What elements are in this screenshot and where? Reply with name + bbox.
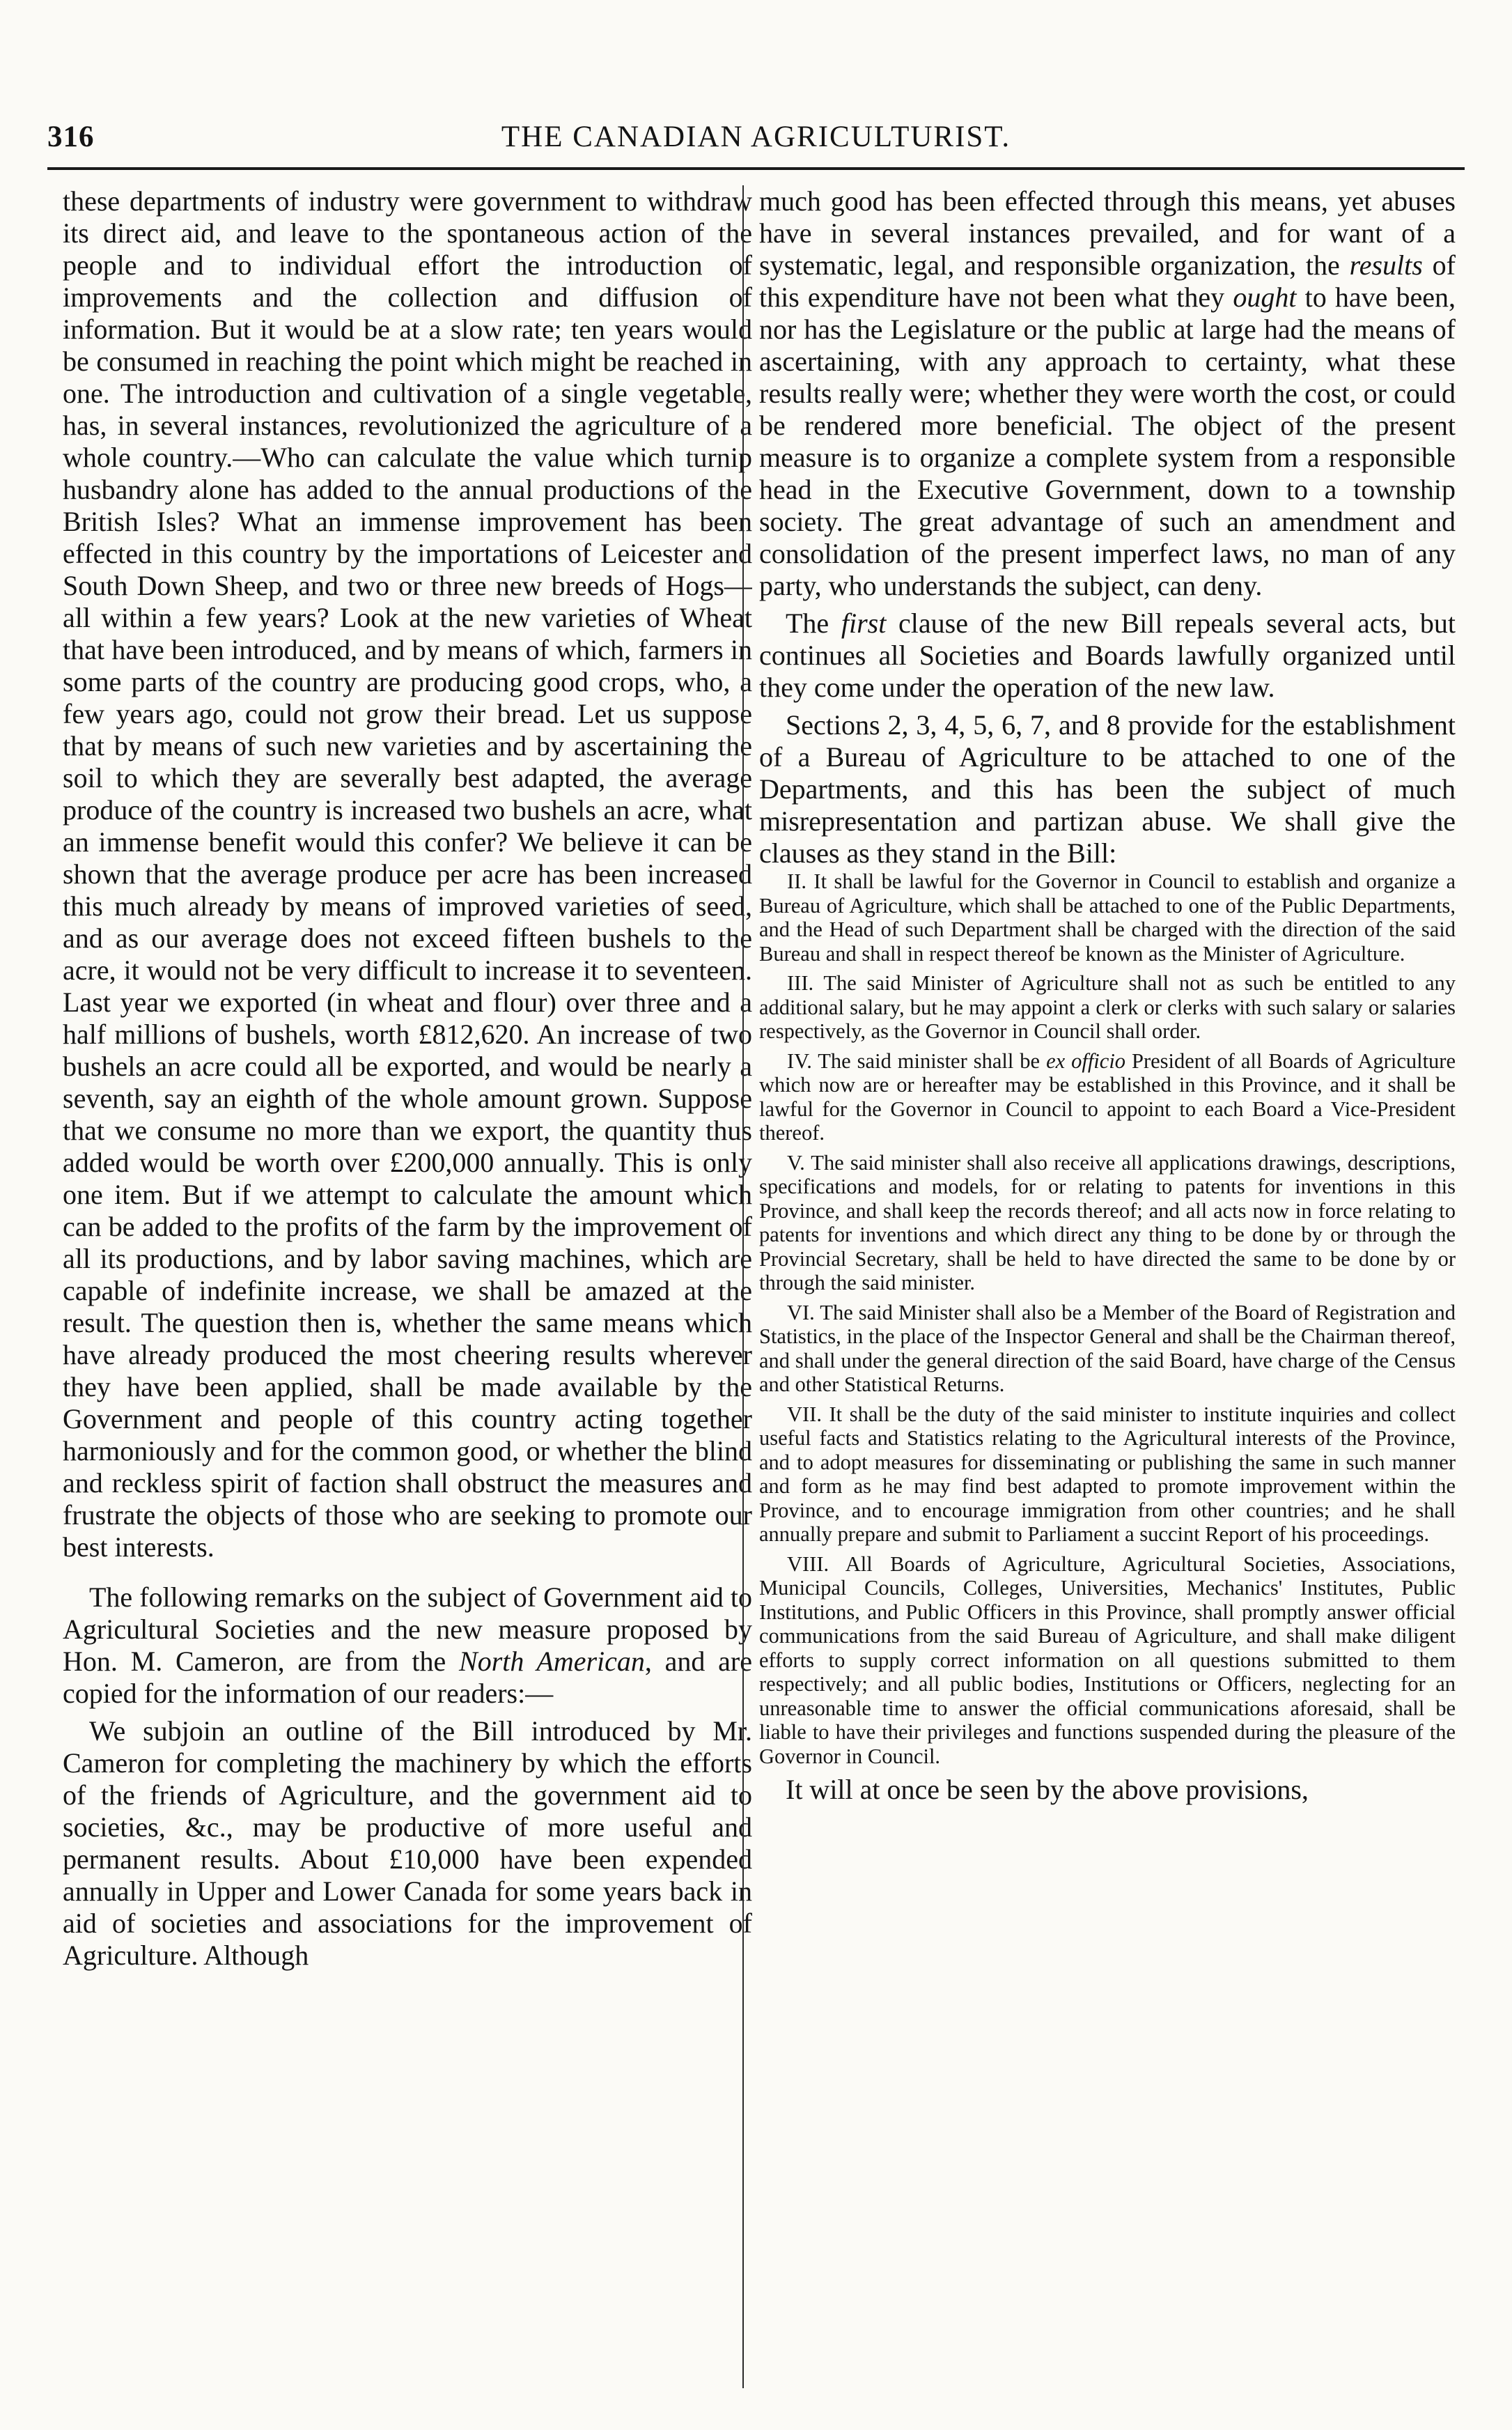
bill-clause-8: VIII. All Boards of Agriculture, Agricultural Societies, Associations, Municipal Councils, Colleges, Universities, Mechanics' Institutes, Public Institutions, and Public Officers in this Province, shall promptly answer official communications from the said Bureau of Agriculture, and shall make diligent efforts to supply correct information on all questions submitted to them respectively; and all public bodies, Institutions or Officers, neglecting for an unreasonable time to answer the official communications aforesaid, shall be liable to have their privileges and functions suspended during the pleasure of the Governor in Council. <box>759 1551 1456 1768</box>
left-paragraph-2-publication: North American <box>459 1646 645 1677</box>
right-paragraph-1-em-ought: ought <box>1233 281 1297 313</box>
left-column <box>63 185 752 2388</box>
left-paragraph-2-text-b: , and are copied for the information of our readers:— <box>63 1646 752 1709</box>
right-paragraph-3: Sections 2, 3, 4, 5, 6, 7, and 8 provide for the establishment of a Bureau of Agriculture to be attached to one of the Departments, and this has been the subject of much misrepresentation and partizan abuse. We shall give the clauses as they stand in the Bill: <box>759 709 1456 869</box>
column-divider <box>742 185 744 2388</box>
right-paragraph-1 <box>759 185 1456 602</box>
left-paragraph-2 <box>63 1581 752 1710</box>
right-paragraph-4: It will at once be seen by the above provisions, <box>786 1774 1309 1805</box>
right-paragraph-1-em-results: results <box>1349 249 1423 281</box>
bill-clause-4-text-b: President of all Boards of Agriculture which now are or hereafter may be established in this Province, and it shall be lawful for the Governor in Council to appoint to each Board a Vice-President thereof. <box>759 1048 1456 1145</box>
right-paragraph-2-text-b: clause of the new Bill repeals several acts, but continues all Societies and Boards lawfully organized until they come under the operation of the new law. <box>759 608 1456 703</box>
page-header <box>47 120 1465 166</box>
left-paragraph-2-text-a: The following remarks on the subject of Government aid to Agricultural Societies and the new measure proposed by Hon. M. Cameron, are from the <box>63 1581 752 1677</box>
paragraph-spacer <box>63 1563 752 1581</box>
running-title: THE CANADIAN AGRICULTURIST. <box>501 121 1011 153</box>
right-paragraph-1-text-c: to have been, nor has the Legislature or the public at large had the means of ascertaining, with any approach to certainty, what these results really were; whether they were worth the cost, or could be rendered more beneficial. The object of the present measure is to organize a complete system from a responsible head in the Executive Government, down to a township society. The great advantage of such an amendment and consolidation of the present imperfect laws, no man of any party, who understands the subject, can deny. <box>759 281 1456 601</box>
header-rule <box>47 167 1465 170</box>
bill-clause-7: VII. It shall be the duty of the said minister to institute inquiries and collect useful facts and Statistics relating to the Agricultural interests of the Province, and to adopt measures for disseminating or publishing the same in such manner and form as he may find best adapted to promote improvement within the Province, and to encourage immigration from other countries; and he shall annually prepare and submit to Parliament a succint Report of his proceedings. <box>759 1402 1456 1546</box>
left-paragraph-1: these departments of industry were government to withdraw its direct aid, and leave to the spontaneous action of the people and to individual effort the introduction of improvements and the collection and diffusion of information. But it would be at a slow rate; ten years would be consumed in reaching the point which might be reached in one. The introduction and cultivation of a single vegetable, has, in several instances, revolutionized the agriculture of a whole country.—Who can calculate the value which turnip husbandry alone has added to the annual productions of the British Isles? What an immense improvement has been effected in this country by the importations of Leicester and South Down Sheep, and two or three new breeds of Hogs—all within a few years? Look at the new varieties of Wheat that have been introduced, and by means of which, farmers in some parts of the country are producing good crops, who, a few years ago, could not grow their bread. Let us suppose that by means of such new varieties and by ascertaining the soil to which they are severally best adapted, the average produce of the country is increased two bushels an acre, what an immense benefit would this confer? We believe it can be shown that the average produce per acre has been increased this much already by means of improved varieties of seed, and as our average does not exceed fifteen bushels to the acre, it would not be very difficult to increase it to seventeen. Last year we exported (in wheat and flour) over three and a half millions of bushels, worth £812,620. An increase of two bushels an acre could all be exported, and would be nearly a seventh, say an eighth of the whole amount grown. Suppose that we consume no more than we export, the quantity thus added would be worth over £200,000 annually. This is only one item. But if we attempt to calculate the amount which can be added to the profits of the farm by the improvement of all its productions, and by labor saving machines, which are capable of indefinite increase, we shall be amazed at the result. The question then is, whether the same means which have already produced the most cheering results wherever they have been applied, shall be made available by the Government and people of this country acting together harmoniously and for the common good, or whether the blind and reckless spirit of faction shall obstruct the measures and frustrate the objects of those who are seeking to promote our best interests. <box>63 185 752 1563</box>
right-paragraph-1-text-a: much good has been effected through this means, yet abuses have in several instances prevailed, and for want of a systematic, legal, and responsible organization, the <box>759 185 1456 281</box>
bill-clause-4 <box>759 1049 1456 1145</box>
bill-clause-4-text-a: IV. The said minister shall be <box>787 1048 1047 1073</box>
bill-clause-2: II. It shall be lawful for the Governor in Council to establish and organize a Bureau of Agriculture, which shall be attached to one of the Public Departments, and the Head of such Department shall be charged with the direction of the said Bureau and shall in respect thereof be known as the Minister of Agriculture. <box>759 869 1456 966</box>
right-column <box>759 185 1456 2388</box>
bill-clause-4-em: ex officio <box>1046 1048 1126 1073</box>
right-paragraph-2-text-a: The <box>786 608 841 639</box>
left-paragraph-3: We subjoin an outline of the Bill introduced by Mr. Cameron for completing the machinery by which the efforts of the friends of Agriculture, and the government aid to societies, &c., may be productive of more useful and permanent results. About £10,000 have been expended annually in Upper and Lower Canada for some years back in aid of societies and associations for the improvement of Agriculture. Although <box>63 1715 752 1971</box>
right-paragraph-1-text-b: of this expenditure have not been what they <box>759 249 1456 313</box>
bill-clause-3: III. The said Minister of Agriculture shall not as such be entitled to any additional salary, but he may appoint a clerk or clerks with such salary or salaries respectively, as the Governor in Council shall order. <box>759 971 1456 1043</box>
right-paragraph-2 <box>759 608 1456 704</box>
right-paragraph-2-em-first: first <box>841 608 887 639</box>
bill-clause-6: VI. The said Minister shall also be a Member of the Board of Registration and Statistics, in the place of the Inspector General and shall be the Chairman thereof, and shall under the general direction of the said Board, have charge of the Census and other Statistical Returns. <box>759 1300 1456 1396</box>
page-number: 316 <box>47 121 95 153</box>
bill-clause-5: V. The said minister shall also receive all applications drawings, descriptions, specifications and models, for or relating to patents for inventions in this Province, and shall keep the records thereof; and all acts now in force relating to patents for inventions and which direct any thing to be done by or through the Provincial Secretary, shall be held to have directed the same to be done by or through the said minister. <box>759 1150 1456 1294</box>
